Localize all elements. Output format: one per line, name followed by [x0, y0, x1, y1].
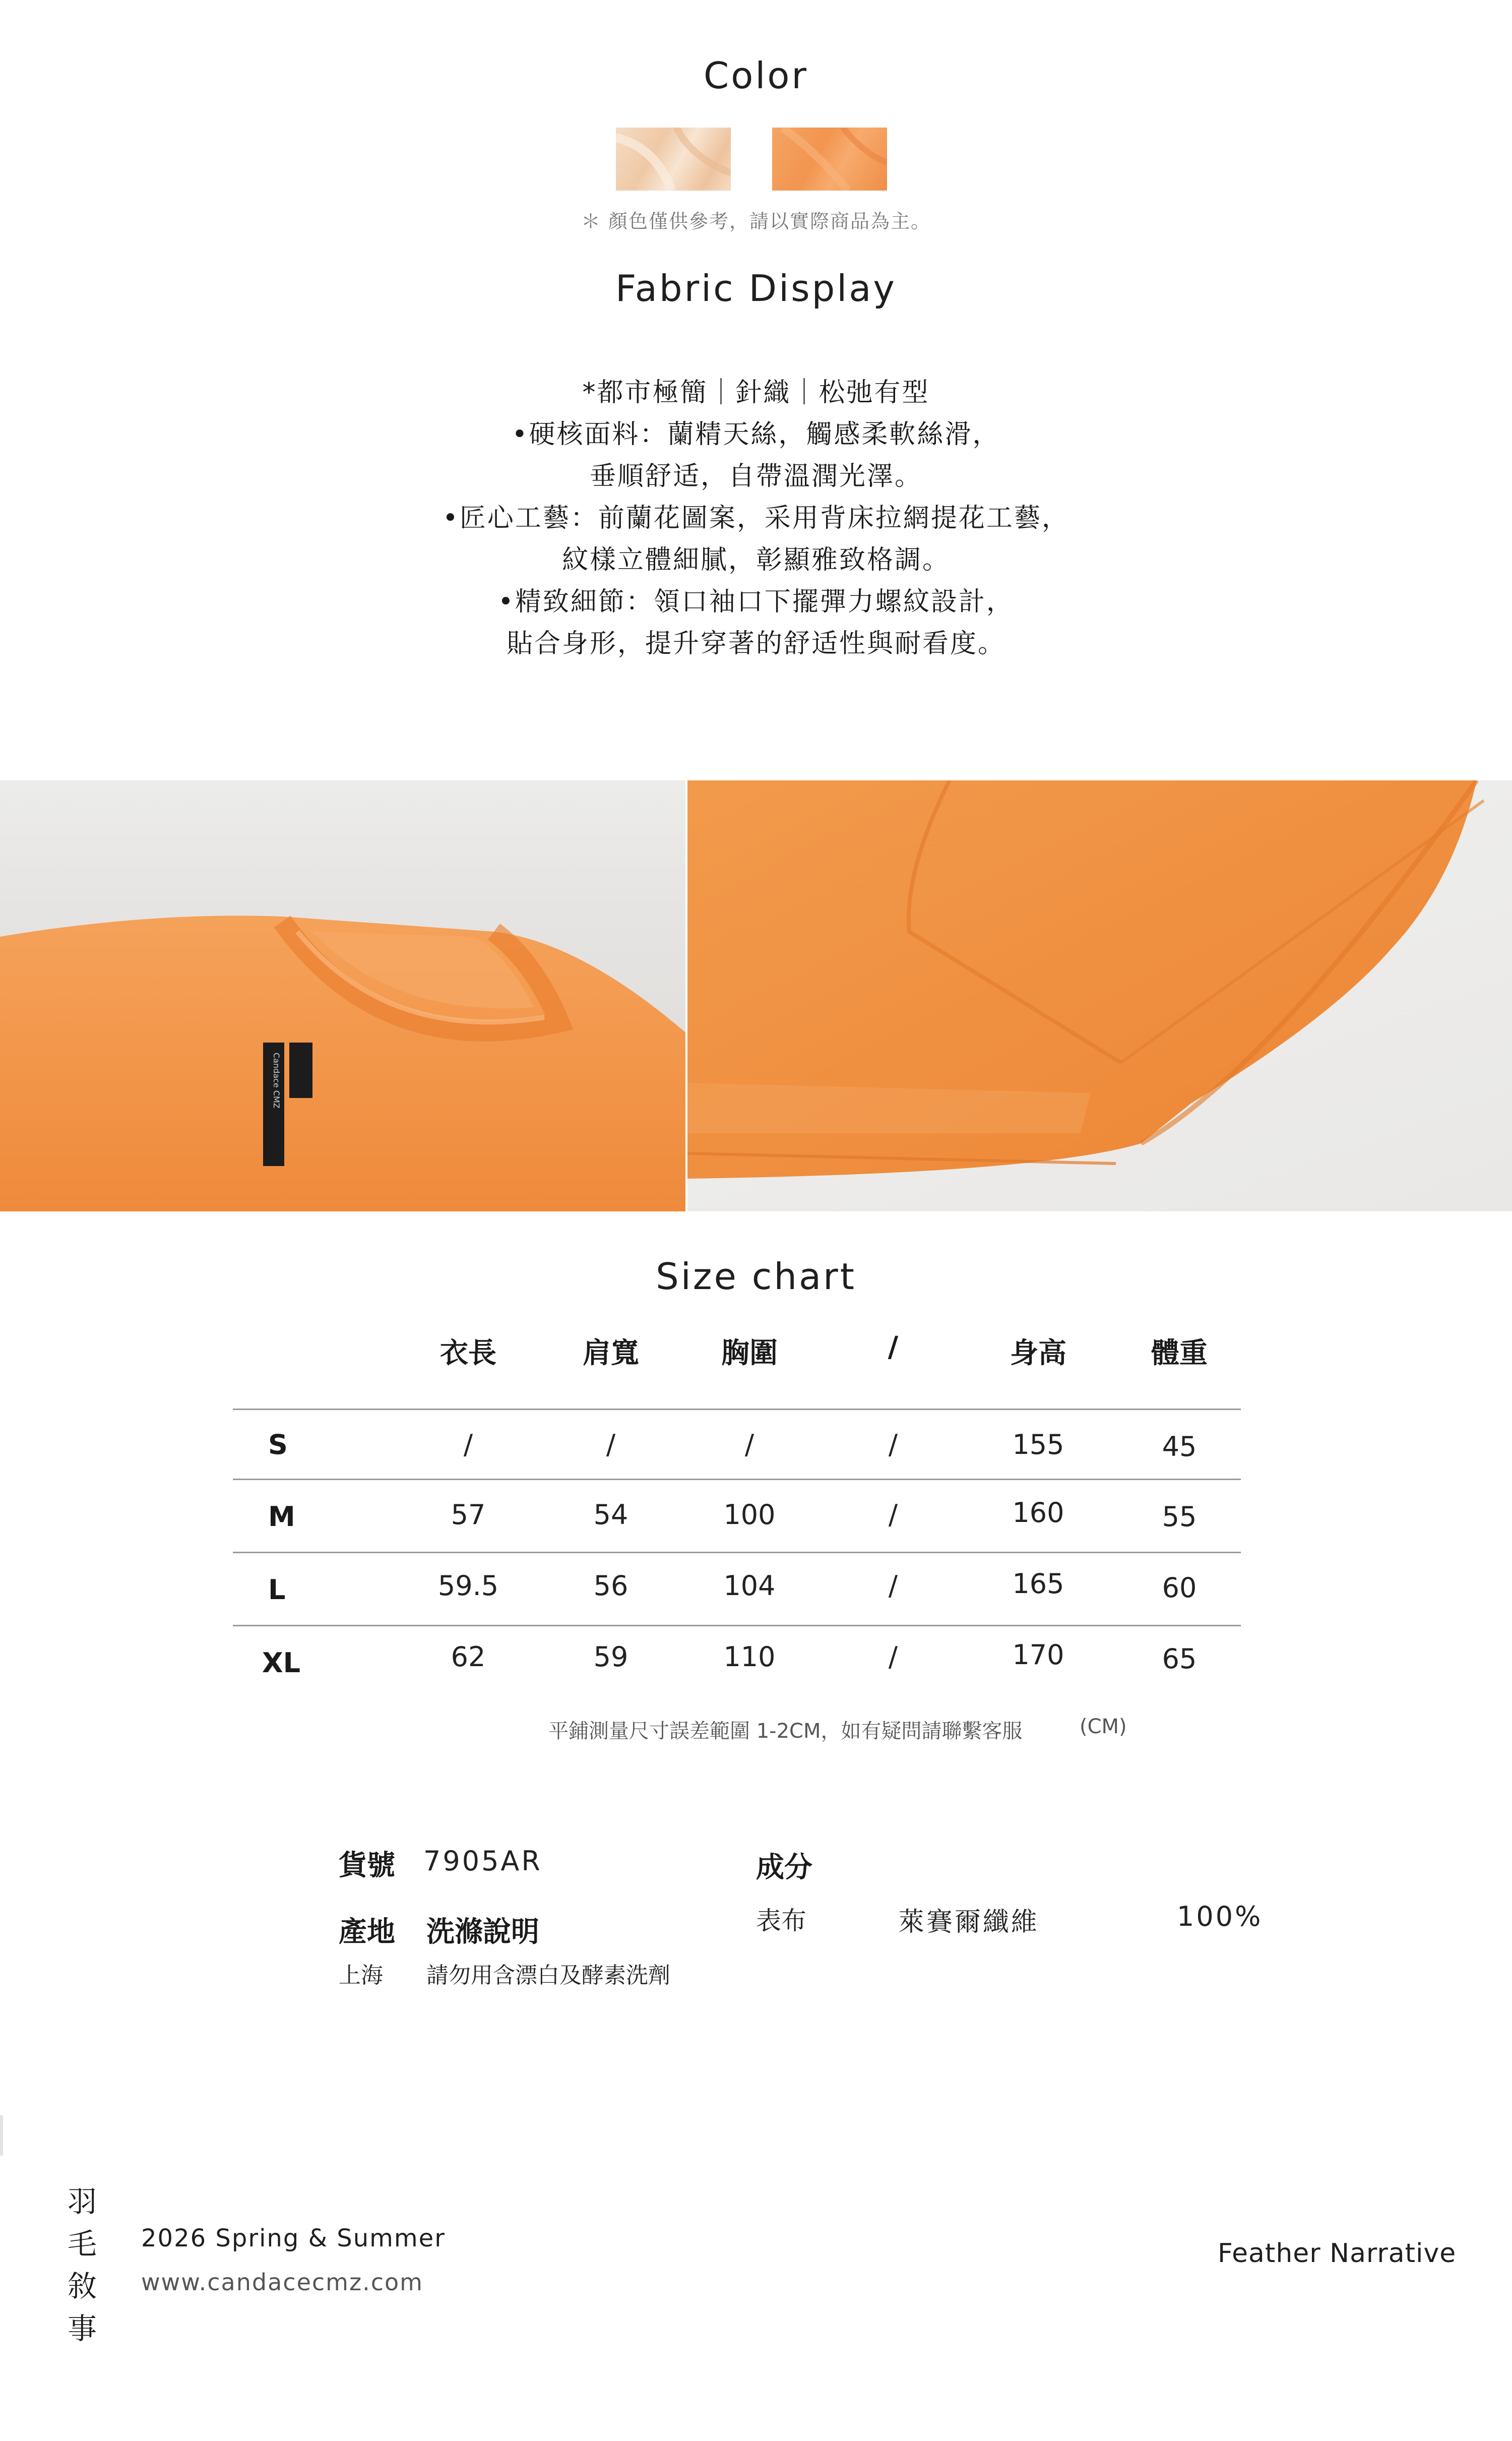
cell-length: 62	[451, 1641, 486, 1673]
cell-chest: 100	[723, 1499, 776, 1531]
brand-english-name: Feather Narrative	[1218, 2238, 1457, 2269]
cell-chest: 104	[723, 1570, 776, 1602]
origin-label: 產地	[339, 1916, 395, 1948]
origin-value: 上海	[339, 1963, 383, 1988]
season-label: 2026 Spring & Summer	[141, 2224, 446, 2252]
col-header-chest: 胸圍	[721, 1337, 778, 1370]
composition-material: 萊賽爾纖維	[898, 1907, 1040, 1937]
cell-blank: /	[888, 1641, 898, 1673]
fabric-line: •匠心工藝：前蘭花圖案，采用背床拉網提花工藝，	[443, 503, 1069, 533]
fabric-line: 貼合身形，提升穿著的舒适性與耐看度。	[506, 629, 1005, 659]
cell-weight: 45	[1162, 1431, 1197, 1462]
fabric-title: Fabric Display	[615, 267, 897, 310]
table-row	[233, 1625, 1241, 1695]
color-disclaimer: ＊ 顏色僅供參考，請以實際商品為主。	[581, 210, 931, 232]
cell-blank: /	[888, 1499, 898, 1531]
size-label: M	[268, 1501, 295, 1533]
cell-length: 59.5	[437, 1570, 499, 1602]
brand-char: 敘	[67, 2269, 97, 2303]
composition-percent: 100%	[1177, 1901, 1263, 1932]
fabric-line: 垂順舒适，自帶溫潤光澤。	[589, 461, 922, 492]
size-label: S	[268, 1429, 288, 1460]
brand-vertical-title	[65, 2180, 100, 2350]
size-chart-unit: (CM)	[1080, 1715, 1127, 1738]
fabric-line: 紋樣立體細膩，彰顯雅致格調。	[561, 545, 950, 575]
cell-shoulder: 59	[593, 1641, 628, 1673]
cell-length: 57	[451, 1499, 486, 1531]
cell-weight: 65	[1162, 1643, 1197, 1675]
brand-char: 事	[67, 2311, 97, 2346]
cell-blank: /	[888, 1570, 898, 1602]
cell-weight: 60	[1162, 1572, 1197, 1604]
table-row	[233, 1409, 1241, 1479]
cell-length: /	[463, 1429, 473, 1460]
neck-label-text: Candace CMZ	[272, 1053, 281, 1109]
composition-label: 成分	[756, 1851, 812, 1884]
col-header-height: 身高	[1010, 1337, 1066, 1370]
col-header-shoulder: 肩寬	[583, 1337, 639, 1370]
cell-weight: 55	[1162, 1501, 1197, 1533]
table-row	[233, 1479, 1241, 1549]
col-header-length: 衣長	[440, 1337, 496, 1370]
size-label: XL	[262, 1647, 301, 1679]
photo-hem-detail	[687, 780, 1512, 1211]
website-link[interactable]: www.candacecmz.com	[141, 2269, 423, 2296]
cell-height: 155	[1012, 1429, 1064, 1460]
photo-neckline	[0, 780, 685, 1211]
color-title: Color	[704, 54, 808, 97]
col-header-weight: 體重	[1151, 1337, 1208, 1370]
cell-height: 170	[1012, 1639, 1064, 1671]
color-swatch-orange[interactable]	[772, 128, 887, 191]
composition-part: 表布	[756, 1906, 806, 1935]
brand-char: 羽	[67, 2184, 97, 2219]
cell-chest: /	[744, 1429, 754, 1460]
fabric-line: •硬核面料：蘭精天絲，觸感柔軟絲滑，	[512, 419, 1000, 450]
size-chart-title: Size chart	[656, 1255, 856, 1298]
item-no-label: 貨號	[339, 1849, 395, 1882]
size-chart-note: 平鋪測量尺寸誤差範圍 1-2CM，如有疑問請聯繫客服	[548, 1720, 1023, 1743]
item-no-value: 7905AR	[423, 1845, 542, 1877]
cell-shoulder: 54	[593, 1499, 628, 1531]
cell-height: 165	[1012, 1568, 1064, 1600]
cell-blank: /	[888, 1429, 898, 1460]
col-header-blank: /	[888, 1331, 899, 1364]
fabric-description	[0, 372, 1512, 665]
cell-shoulder: /	[606, 1429, 616, 1460]
cell-height: 160	[1012, 1497, 1064, 1529]
cell-shoulder: 56	[593, 1570, 628, 1602]
size-label: L	[268, 1574, 286, 1606]
brand-char: 毛	[67, 2227, 97, 2261]
wash-label: 洗滌說明	[426, 1916, 539, 1948]
fabric-line: *都市極簡｜針織｜松弛有型	[582, 378, 930, 408]
edge-divider	[0, 2115, 3, 2156]
color-swatch-cream[interactable]	[616, 128, 731, 191]
table-row	[233, 1552, 1241, 1622]
fabric-line: •精致細節：領口袖口下擺彈力螺紋設計，	[498, 587, 1014, 617]
cell-chest: 110	[723, 1641, 776, 1673]
wash-value: 請勿用含漂白及酵素洗劑	[426, 1963, 670, 1988]
